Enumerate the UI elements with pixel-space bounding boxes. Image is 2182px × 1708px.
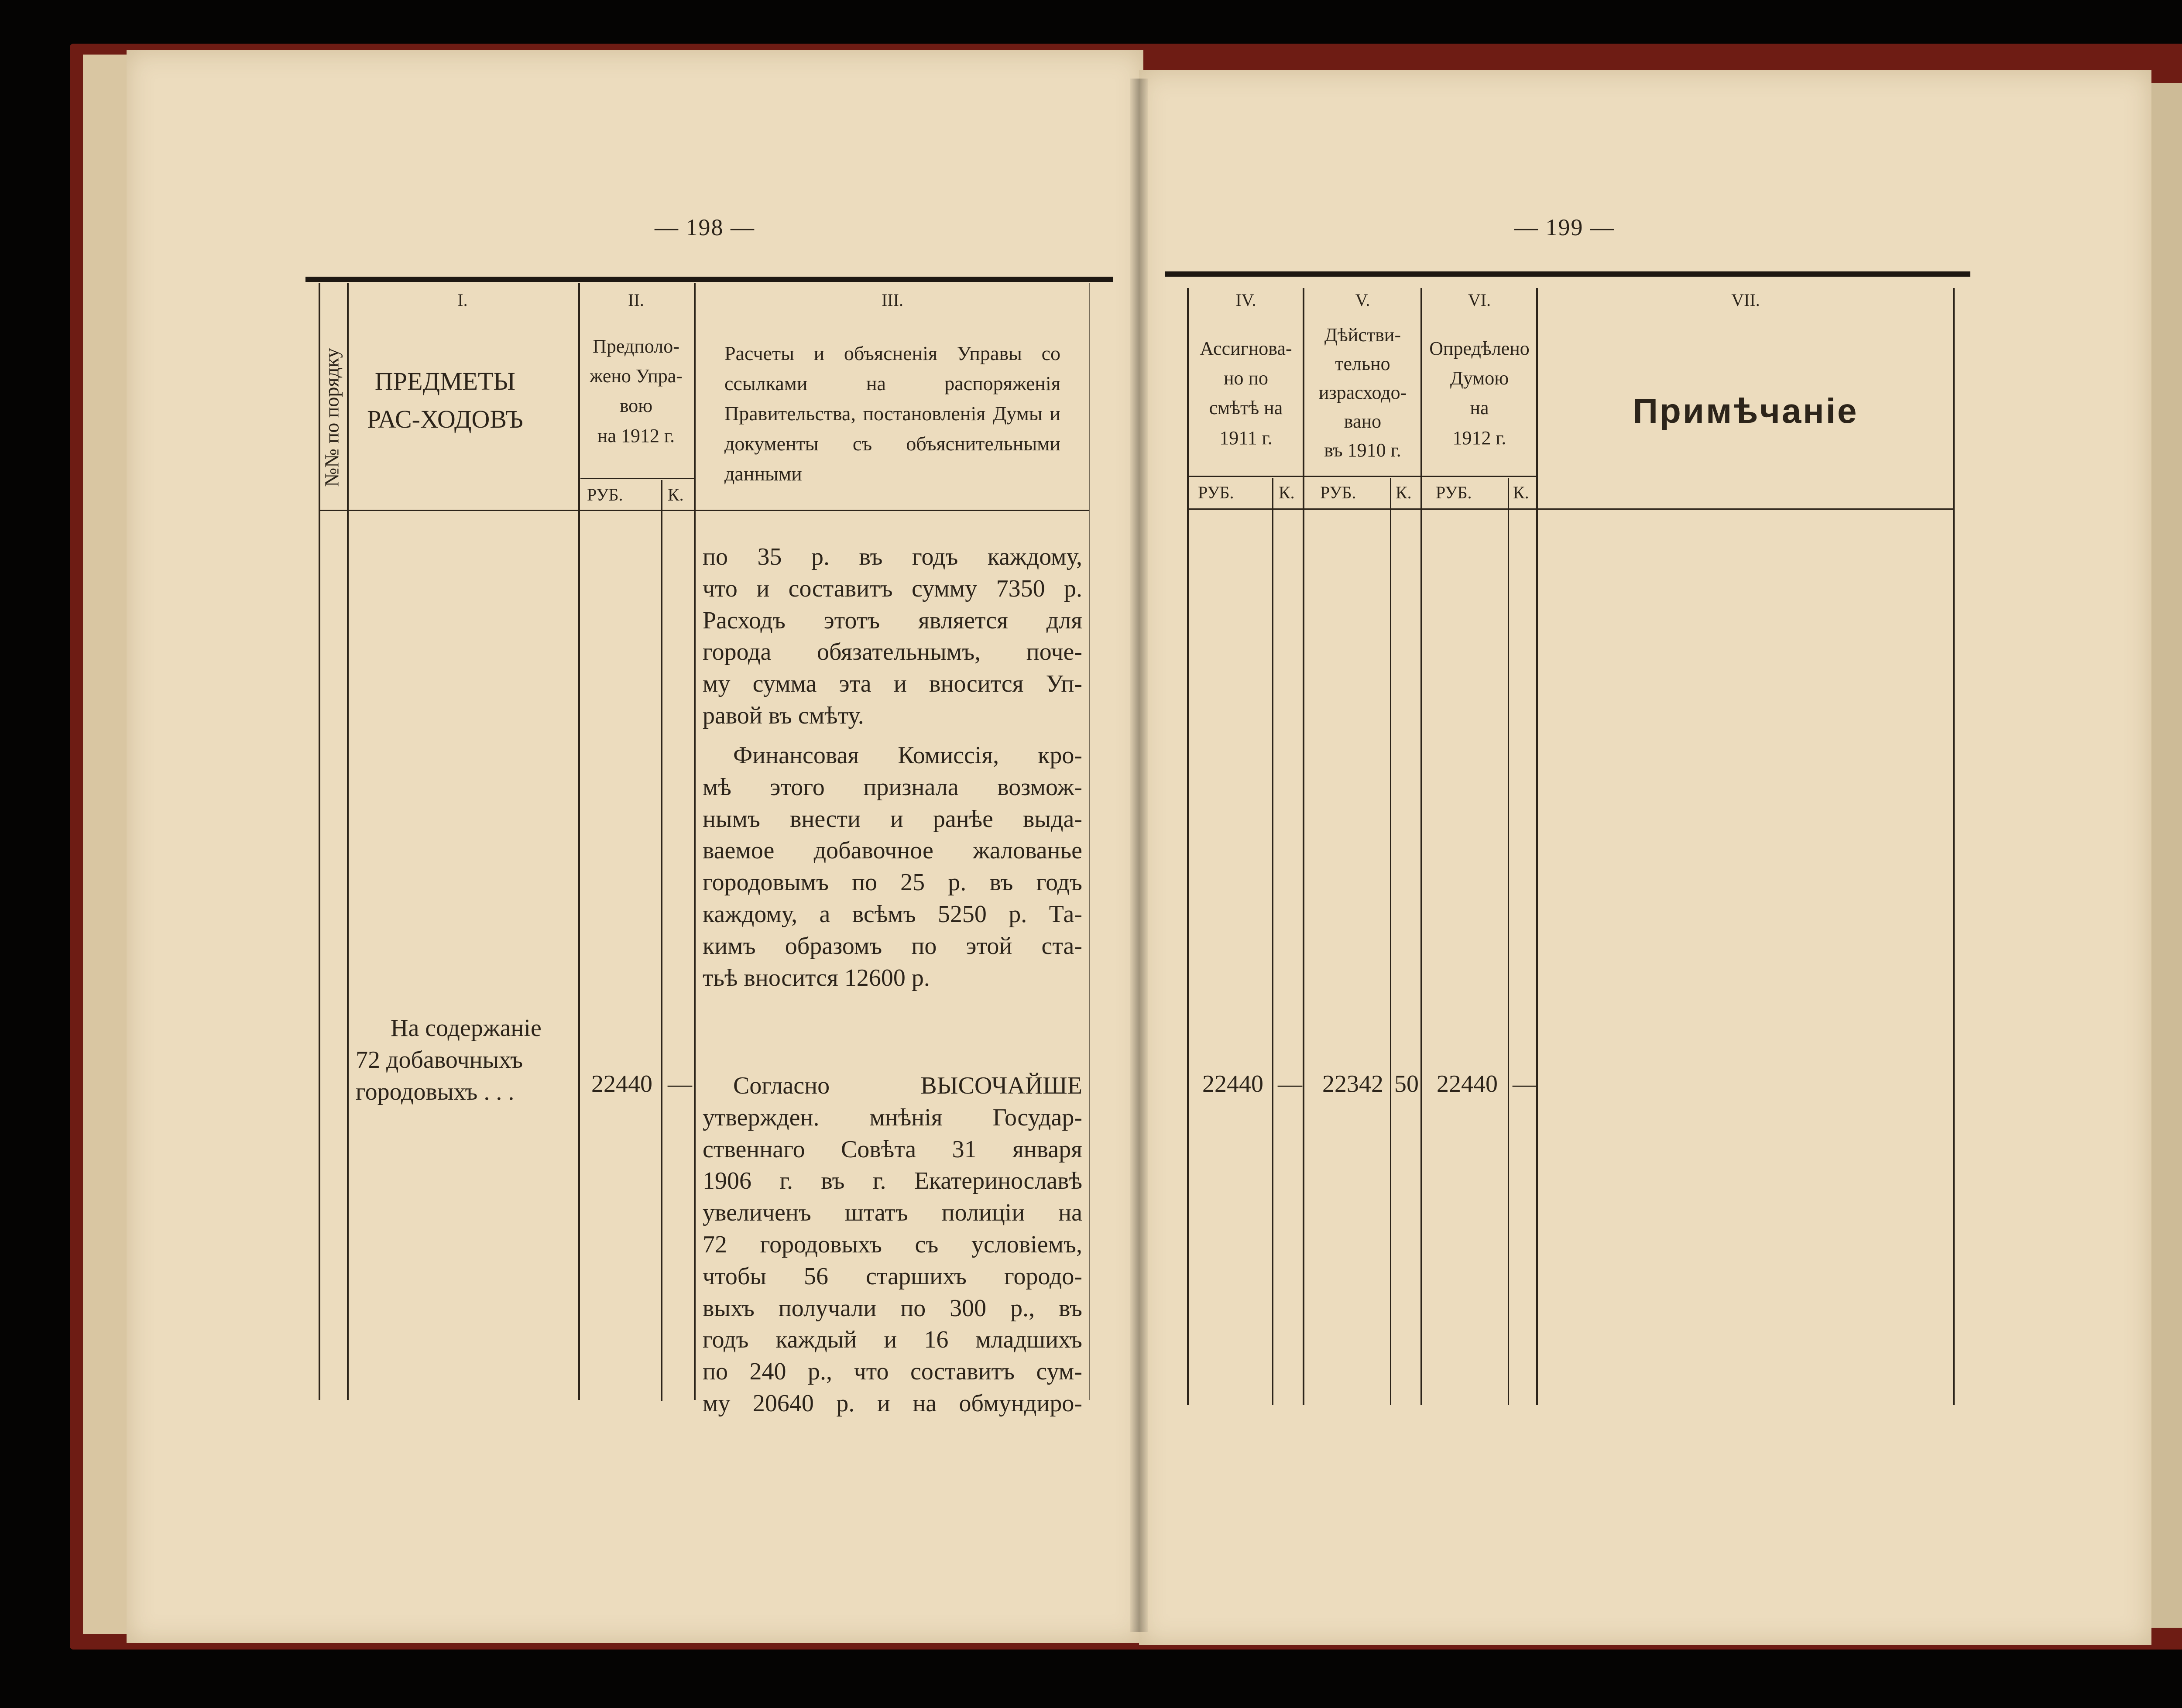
col2-number: II.	[628, 290, 644, 310]
col4-number: IV.	[1235, 290, 1256, 310]
col-divider-7-left	[1536, 288, 1538, 1405]
col5-header-line: Дѣйстви-	[1324, 324, 1401, 346]
right-header-bottom-rule	[1187, 508, 1953, 510]
col-divider-2	[694, 283, 696, 1400]
col2-rub-label: РУБ.	[587, 485, 623, 504]
explanation-line: каждому, а всѣмъ 5250 р. Та-	[703, 900, 1082, 928]
col-divider-4-left	[1187, 288, 1189, 1405]
col-divider-6-kop	[1508, 478, 1509, 1405]
explanation-line: годъ каждый и 16 младшихъ	[703, 1326, 1082, 1354]
show-through-left	[384, 733, 602, 890]
col-divider-4-kop	[1272, 478, 1273, 1405]
left-page-number: — 198 —	[655, 214, 755, 240]
col5-header-line: тельно	[1335, 353, 1390, 374]
explanation-line: чтобы 56 старшихъ городо-	[703, 1262, 1082, 1290]
left-subheader-rule	[580, 478, 694, 479]
explanation-line: выхъ получали по 300 р., въ	[703, 1294, 1082, 1322]
col2-header-line: жено Упра-	[590, 365, 683, 387]
explanation-line: городовымъ по 25 р. въ годъ	[703, 869, 1082, 896]
col6-header-line: Думою	[1450, 367, 1509, 389]
explanation-line: города обязательнымъ, поче-	[703, 638, 1082, 666]
col5-amount-kop: 50	[1394, 1070, 1419, 1098]
right-table-border	[1953, 288, 1955, 1405]
col6-amount-kop: —	[1513, 1070, 1537, 1098]
item-line: На содержаніе	[391, 1015, 542, 1042]
col6-header-line: 1912 г.	[1452, 427, 1506, 449]
explanation-block-3	[703, 1070, 1082, 1420]
col2-header-line: Предполо-	[593, 336, 679, 357]
explanation-line: кимъ образомъ по этой ста-	[703, 932, 1082, 960]
col2-header-line: вою	[619, 395, 653, 417]
col-header-no: №№ по порядку	[320, 348, 343, 487]
col2-amount-rub: 22440	[591, 1070, 652, 1098]
right-page-number: — 199 —	[1514, 214, 1615, 240]
item-line: 72 добавочныхъ	[356, 1046, 523, 1074]
col6-header-title	[1423, 334, 1536, 453]
explanation-line: тьѣ вносится 12600 р.	[703, 964, 930, 991]
col4-header-line: Ассигнова-	[1200, 338, 1292, 359]
col1-header-title: ПРЕДМЕТЫ РАС-ХОДОВЪ	[367, 367, 523, 433]
explanation-line: ственнаго Совѣта 31 января	[703, 1135, 1082, 1163]
col-divider-2-kop	[661, 480, 662, 1401]
col-divider-5-left	[1303, 288, 1304, 1405]
explanation-line: по 35 р. въ годъ каждому,	[703, 543, 1082, 570]
col2-amount-kop: —	[668, 1070, 692, 1098]
col-divider-1	[578, 283, 580, 1400]
col4-rub-label: РУБ.	[1198, 483, 1234, 502]
col4-kop-label: К.	[1279, 483, 1295, 502]
col3-number: III.	[882, 290, 903, 310]
col6-number: VI.	[1468, 290, 1491, 310]
col6-header-line: Опредѣлено	[1429, 338, 1530, 359]
explanation-line: му 20640 р. и на обмундиро-	[703, 1389, 1082, 1417]
explanation-line: му сумма эта и вносится Уп-	[703, 670, 1082, 698]
explanation-block-2	[703, 740, 1082, 994]
col4-header-line: смѣтѣ на	[1209, 397, 1283, 419]
col-divider-no	[347, 283, 349, 1400]
explanation-line: что и составитъ сумму 7350 р.	[703, 575, 1082, 602]
explanation-line: Финансовая Комиссія, кро-	[733, 742, 1082, 769]
col2-header-title	[580, 332, 692, 451]
col2-kop-label: К.	[668, 485, 684, 504]
col5-header-line: израсходо-	[1318, 382, 1407, 403]
col3-header-title: Расчеты и объясненія Управы со ссылками на распоряженія Правительства, постановленія Думы и документы съ объяснительными данными	[724, 342, 1060, 485]
explanation-line: Согласно ВЫСОЧАЙШЕ	[733, 1072, 1082, 1099]
col6-rub-label: РУБ.	[1436, 483, 1472, 502]
explanation-line: увеличенъ штатъ полиціи на	[703, 1199, 1082, 1227]
col6-amount-rub: 22440	[1437, 1070, 1498, 1098]
explanation-line: ваемое добавочное жалованье	[703, 837, 1082, 864]
right-header-top-rule	[1165, 271, 1970, 277]
col5-rub-label: РУБ.	[1320, 483, 1356, 502]
col-divider-3	[1089, 283, 1090, 1400]
explanation-line: Расходъ этотъ является для	[703, 607, 1082, 634]
explanation-line: 1906 г. въ г. Екатеринославѣ	[703, 1167, 1082, 1195]
left-header-top-rule	[305, 277, 1113, 282]
explanation-line: равой въ смѣту.	[703, 702, 864, 729]
col4-header-line: но по	[1223, 367, 1269, 389]
explanation-line: по 240 р., что составитъ сум-	[703, 1358, 1082, 1386]
col5-amount-rub: 22342	[1322, 1070, 1383, 1098]
expense-item	[356, 1012, 574, 1108]
explanation-line: мѣ этого признала возмож-	[703, 773, 1082, 801]
col6-kop-label: К.	[1513, 483, 1529, 502]
left-header-bottom-rule	[319, 510, 1089, 511]
col5-header-line: въ 1910 г.	[1324, 439, 1401, 461]
col-divider-6-left	[1420, 288, 1422, 1405]
col-divider-5-kop	[1390, 478, 1391, 1405]
col4-header-line: 1911 г.	[1219, 427, 1273, 449]
col1-number: I.	[457, 290, 468, 310]
col7-header-title: Примѣчаніе	[1633, 391, 1859, 430]
right-subheader-rule	[1187, 476, 1536, 477]
col2-header-line: на 1912 г.	[597, 425, 675, 446]
book-gutter	[1130, 79, 1148, 1632]
col5-kop-label: К.	[1396, 483, 1412, 502]
explanation-line: нымъ внести и ранѣе выда-	[703, 805, 1082, 833]
explanation-line: утвержден. мнѣнія Государ-	[703, 1104, 1082, 1131]
col6-header-line: на	[1470, 397, 1489, 419]
col5-header-title	[1305, 321, 1420, 465]
col4-header-title	[1189, 334, 1303, 453]
col5-number: V.	[1355, 290, 1370, 310]
item-line: городовыхъ . . .	[356, 1078, 515, 1105]
col5-header-line: вано	[1344, 411, 1382, 432]
col4-amount-kop: —	[1278, 1070, 1302, 1098]
col7-number: VII.	[1731, 290, 1760, 310]
col4-amount-rub: 22440	[1202, 1070, 1263, 1098]
explanation-line: 72 городовыхъ съ условіемъ,	[703, 1231, 1082, 1258]
explanation-block-1	[703, 541, 1082, 732]
